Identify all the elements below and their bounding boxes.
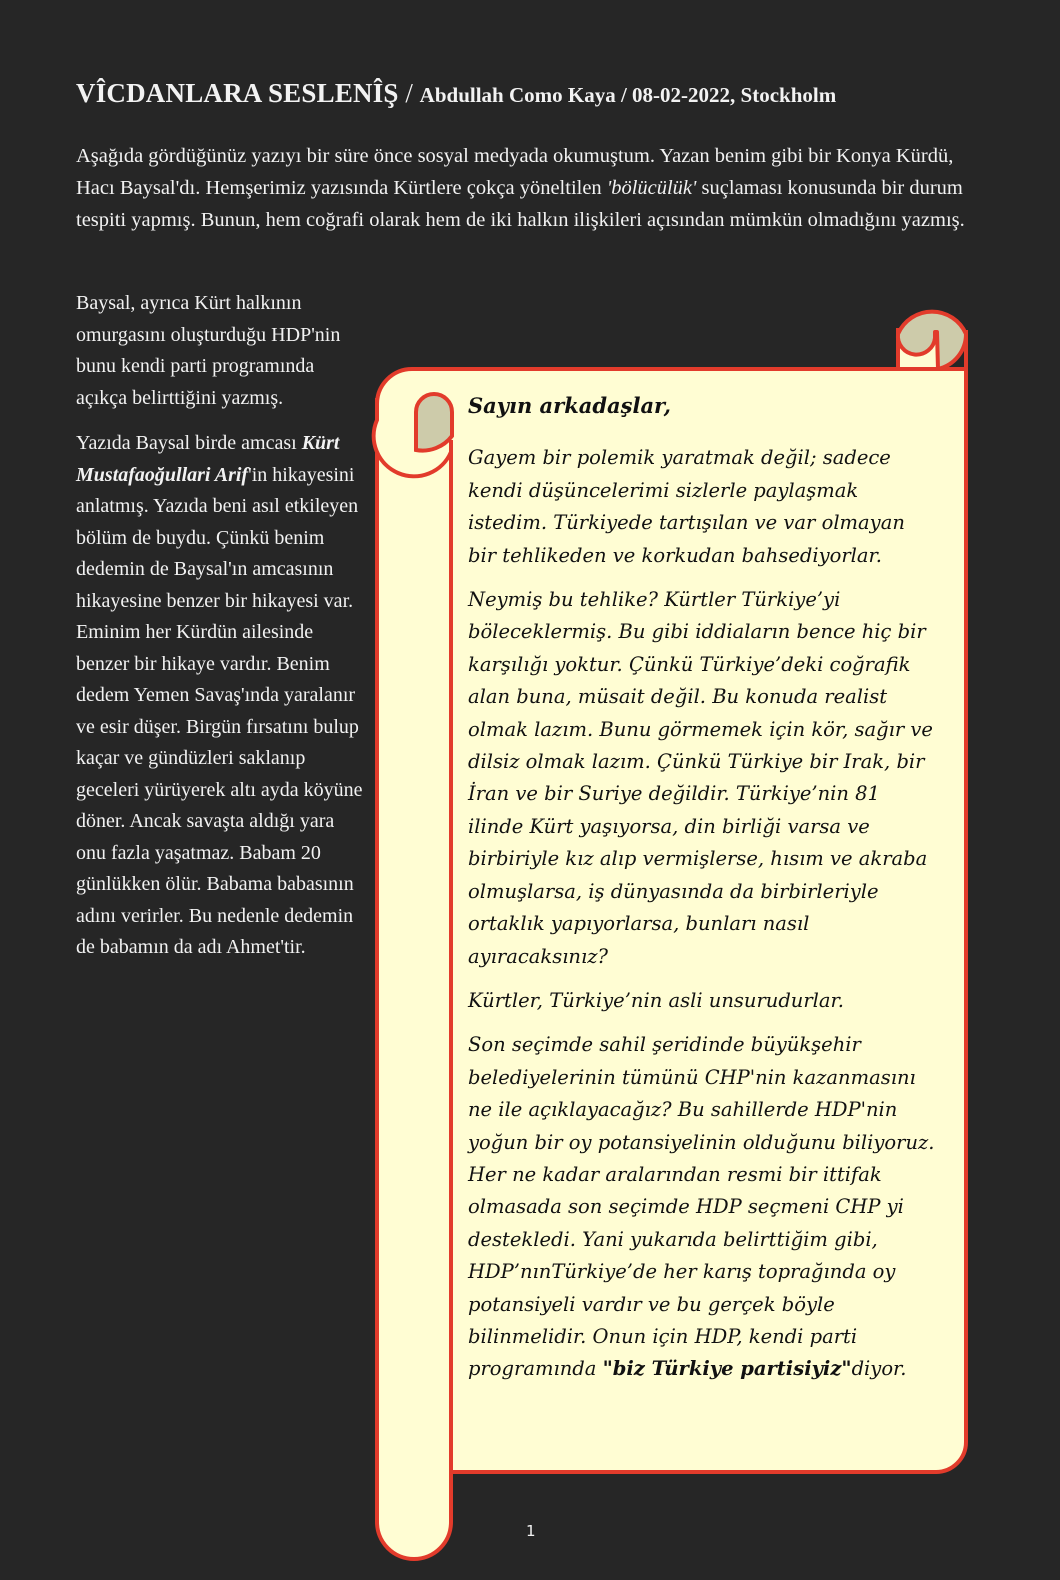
letter-last-before: Son seçimde sahil şeridinde büyükşehir belediyelerinin tümünü CHP'nin kazanmasını ne ile açıklayacağız? Bu sahillerde HDP'nin yoğun bir oy potansiyelinin olduğunu biliyoruz. Her ne kadar aralarından resmi bir ittifak olmasada son seçimde HDP seçmeni CHP yi destekledi. Yani yukarıda belirttiğim gibi, HDP’nınTürkiye’de her karış toprağında oy potansiyeli vardır ve bu gerçek böyle bilinmelidir. Onun için HDP, kendi parti programında [468,1033,935,1381]
article-title: VÎCDANLARA SESLENÎŞ [76,78,399,108]
letter-last-paragraph [468,1029,938,1385]
intro-text-after: suçlaması konusunda bir durum tespiti yapmış. Bunun, hem coğrafi olarak hem de iki halkın ilişkileri açısından mümkün olmadığını yazmış. [76,177,965,231]
left-paragraph-1: Baysal, ayrıca Kürt halkının omurgasını oluşturduğu HDP'nin bunu kendi parti programında açıkça belirttiğini yazmış. [76,292,341,409]
left-paragraph-2-after: 'in hikayesini anlatmış. Yazıda beni asıl etkileyen bölüm de buydu. Çünkü benim dedemin de Baysal'ın amcasının hikayesine benzer bir hikayesi var. Eminim her Kürdün ailesinde benzer bir hikaye vardır. Benim dedem Yemen Savaş'ında yaralanır ve esir düşer. Birgün fırsatını bulup kaçar ve gündüzleri saklanıp geceleri yürüyerek altı ayda köyüne döner. Ancak savaşta aldığı yara onu fazla yaşatmaz. Babam 20 günlükken ölür. Babama babasının adını verirler. Bu nedenle dedemin de babamın da adı Ahmet'tir. [76,463,363,958]
title-separator: / [398,78,420,108]
page-number: 1 [526,1522,536,1540]
left-paragraph-2-before: Yazıda Baysal birde amcası [76,432,302,454]
letter-last-after: diyor. [851,1357,907,1381]
intro-text-before: Aşağıda gördüğünüz yazıyı bir süre önce sosyal medyada okumuştum. Yazan benim gibi bir Konya Kürdü, Hacı Baysal'dı. Hemşerimiz yazısında Kürtlere çokça yöneltilen [76,145,954,199]
letter-greeting: Sayın arkadaşlar, [468,393,671,418]
author-date-location: Abdullah Como Kaya / 08-02-2022, Stockholm [419,83,837,107]
letter-quote: "biz Türkiye partisiyiz" [602,1357,852,1381]
scroll-left-roll [377,400,451,1559]
letter-paragraph: Neymiş bu tehlike? Kürtler Türkiye’yi böleceklermiş. Bu gibi iddiaların bence hiç bir karşılığı yoktur. Çünkü Türkiye’deki coğrafik alan buna, müsait değil. Bu konuda realist olmak lazım. Bunu görmemek için kör, sağır ve dilsiz olmak lazım. Çünkü Türkiye bir Irak, bir İran ve bir Suriye değildir. Türkiye’nin 81 ilinde Kürt yaşıyorsa, din birliği varsa ve birbiriyle kız alıp vermişlerse, hısım ve akraba olmuşlarsa, iş dünyasında da birbirleriyle ortaklık yapıyorlarsa, bunları nasıl ayıracaksınız? [468,588,933,968]
left-paragraph-2-emphasis: Kürt Mustafaoğullari Arif [76,432,340,486]
letter-paragraph: Gayem bir polemik yaratmak değil; sadece kendi düşüncelerimi sizlerle paylaşmak istedim. Türkiyede tartışılan ve var olmayan bir tehlikeden ve korkudan bahsediyorlar. [468,446,905,567]
scroll-left-curl [416,394,452,451]
scroll-letter [468,390,938,1398]
letter-paragraph: Kürtler, Türkiye’nin asli unsurudurlar. [468,988,844,1012]
intro-emphasis: 'bölücülük' [606,177,697,199]
